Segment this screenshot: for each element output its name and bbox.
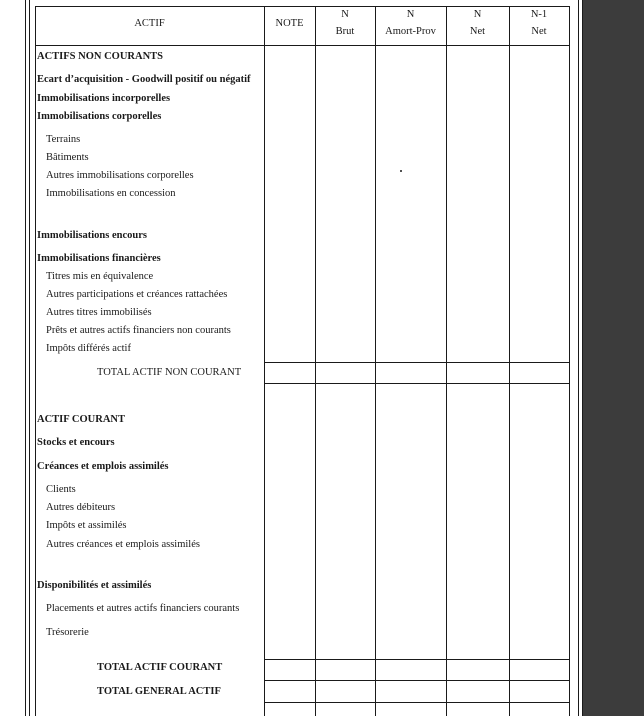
total-anc-bottom-rule	[264, 383, 570, 384]
row-incorp: Immobilisations incorporelles	[37, 93, 171, 104]
row-goodwill: Ecart d’acquisition - Goodwill positif ou négatif	[37, 74, 251, 85]
row-concession: Immobilisations en concession	[46, 188, 176, 199]
col-sep-net	[446, 6, 447, 716]
row-total-gen: TOTAL GENERAL ACTIF	[97, 686, 221, 697]
header-prev-bottom: Net	[531, 26, 547, 37]
row-encours: Immobilisations encours	[37, 230, 147, 241]
header-amort-bottom: Amort-Prov	[385, 26, 436, 37]
table-top-rule	[35, 6, 570, 7]
row-total-anc: TOTAL ACTIF NON COURANT	[97, 367, 242, 378]
header-brut-top: N	[341, 9, 349, 20]
row-financieres: Immobilisations financières	[37, 253, 161, 264]
total-gen-bottom-rule	[264, 702, 570, 703]
row-impots-diff: Impôts différés actif	[46, 343, 131, 354]
viewer-background	[583, 0, 644, 716]
header-brut-bottom: Brut	[335, 26, 355, 37]
header-note: NOTE	[275, 18, 304, 29]
header-bottom-rule	[35, 45, 570, 46]
row-debiteurs: Autres débiteurs	[46, 502, 116, 513]
total-ac-top-rule	[264, 659, 570, 660]
section-title-anc: ACTIFS NON COURANTS	[37, 51, 164, 62]
row-autres-titres: Autres titres immobilisés	[46, 307, 152, 318]
outer-border-right	[578, 0, 579, 716]
stray-mark	[400, 170, 402, 172]
row-clients: Clients	[46, 484, 76, 495]
row-total-ac: TOTAL ACTIF COURANT	[97, 662, 223, 673]
row-corp: Immobilisations corporelles	[37, 111, 162, 122]
row-autres-corp: Autres immobilisations corporelles	[46, 170, 194, 181]
outer-border-left-inner	[29, 0, 30, 716]
section-title-ac: ACTIF COURANT	[37, 414, 125, 425]
header-actif: ACTIF	[134, 18, 165, 29]
row-creances: Créances et emplois assimilés	[37, 461, 169, 472]
header-amort-top: N	[406, 9, 415, 20]
total-anc-top-rule	[264, 362, 570, 363]
col-sep-prev	[509, 6, 510, 716]
total-ac-bottom-rule	[264, 680, 570, 681]
row-autres-part: Autres participations et créances rattachées	[46, 289, 228, 300]
header-prev-top: N-1	[530, 9, 548, 20]
row-placements: Placements et autres actifs financiers courants	[46, 603, 240, 614]
row-stocks: Stocks et encours	[37, 437, 115, 448]
row-titres-equiv: Titres mis en équivalence	[46, 271, 154, 282]
row-dispo: Disponibilités et assimilés	[37, 580, 152, 591]
row-terrains: Terrains	[46, 134, 81, 145]
row-prets: Prêts et autres actifs financiers non courants	[46, 325, 231, 336]
header-net-bottom: Net	[469, 26, 486, 37]
row-impots: Impôts et assimilés	[46, 520, 127, 531]
outer-border-left	[25, 0, 26, 716]
row-tresorerie: Trésorerie	[46, 627, 89, 638]
table-left-edge	[35, 6, 36, 716]
header-net-top: N	[473, 9, 482, 20]
table-right-edge	[569, 6, 570, 716]
col-sep-amort	[375, 6, 376, 716]
row-autres-creances: Autres créances et emplois assimilés	[46, 539, 200, 550]
col-sep-brut	[315, 6, 316, 716]
row-batiments: Bâtiments	[46, 152, 89, 163]
col-sep-note	[264, 6, 265, 716]
